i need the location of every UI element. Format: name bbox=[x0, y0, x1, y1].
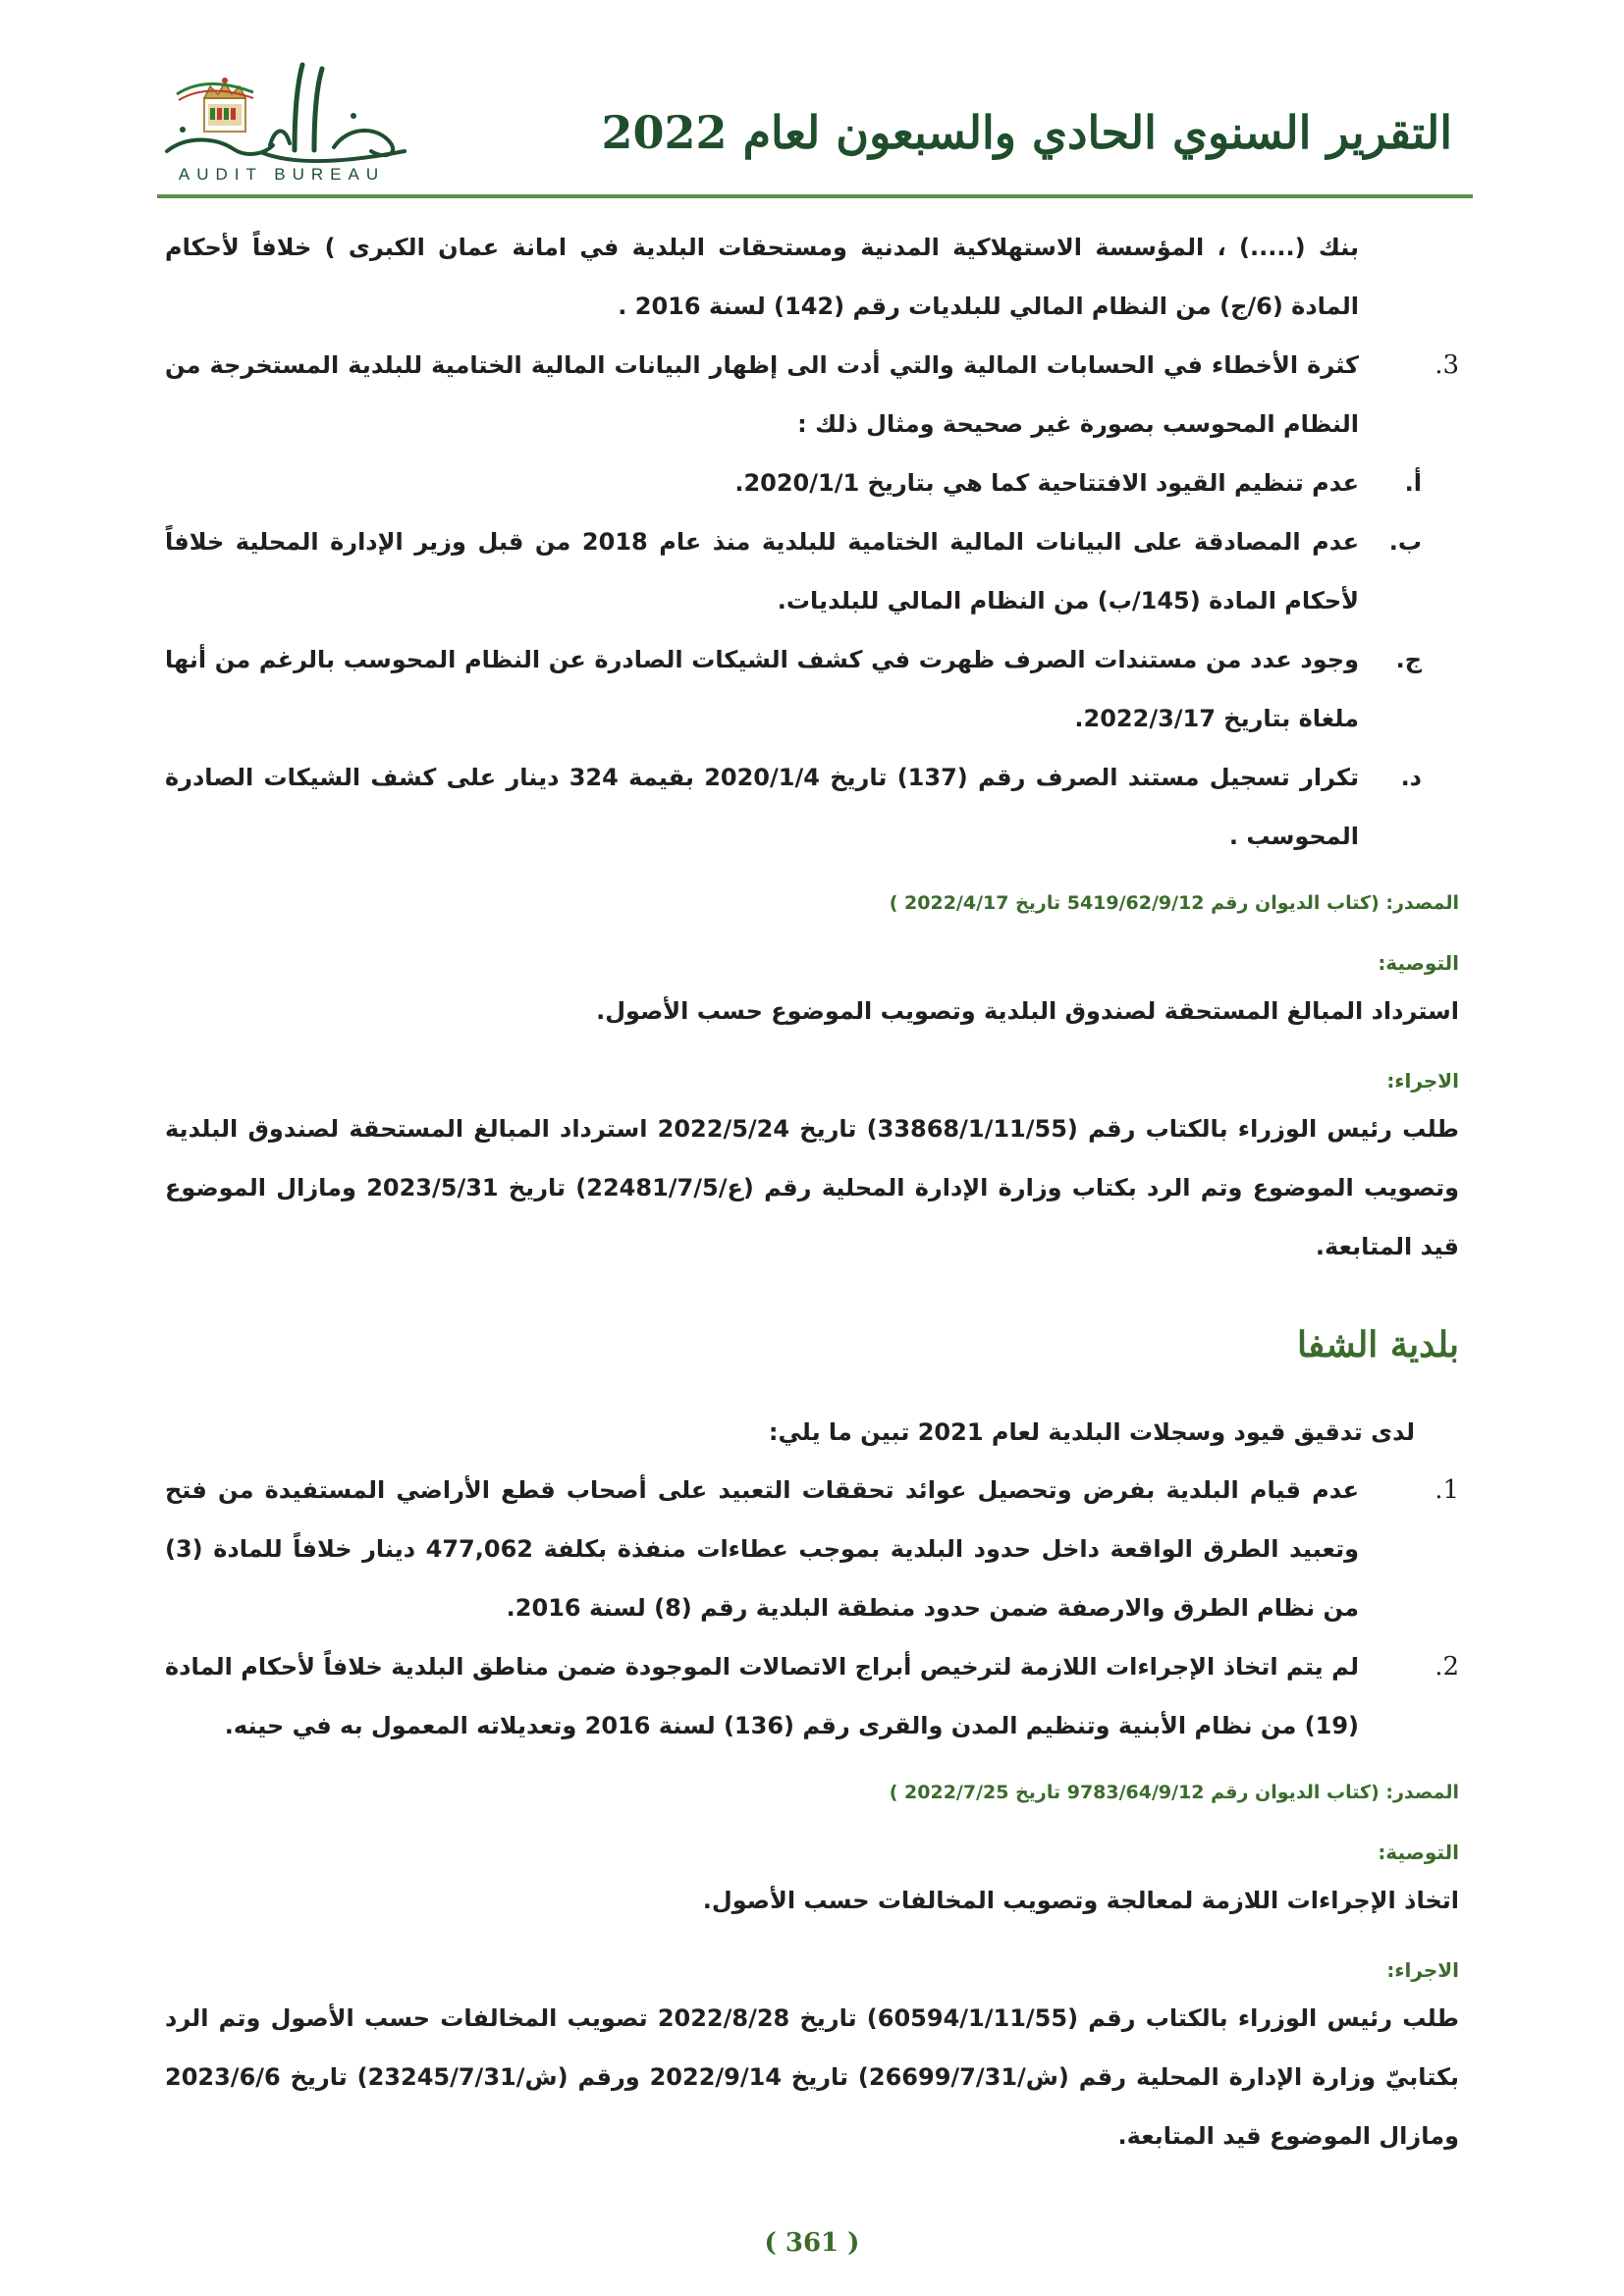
recommendation-text: اتخاذ الإجراءات اللازمة لمعالجة وتصويب المخالفات حسب الأصول. bbox=[702, 1886, 1459, 1914]
sub-item-text: عدم تنظيم القيود الافتتاحية كما هي بتاريخ 2020/1/1. bbox=[734, 469, 1359, 497]
sub-item-c bbox=[165, 630, 1459, 748]
logo-english-text: AUDIT BUREAU bbox=[178, 165, 386, 184]
sub-item-text: تكرار تسجيل مستند الصرف رقم (137) تاريخ 2020/1/4 بقيمة 324 دينار على كشف الشيكات الصادرة المحوسب . bbox=[165, 764, 1360, 850]
action-label: الاجراء: bbox=[1386, 1957, 1459, 1982]
item-text: عدم قيام البلدية بفرض وتحصيل عوائد تحققات التعبيد على أصحاب قطع الأراضي المستفيدة من فتح وتعبيد الطرق الواقعة داخل حدود البلدية بموجب عطاءات منفذة بكلفة 477,062 دينار خلافاً للمادة (3) من نظام الطرق والارصفة ضمن حدود منطقة البلدية رقم (8) لسنة 2016. bbox=[165, 1475, 1360, 1622]
action-label: الاجراء: bbox=[1386, 1069, 1459, 1093]
numbered-item-1 bbox=[165, 1461, 1459, 1637]
sub-item-b bbox=[165, 512, 1459, 630]
numbered-item-3 bbox=[165, 336, 1459, 454]
continuation-paragraph: بنك (.....) ، المؤسسة الاستهلاكية المدنية ومستحقات البلدية في امانة عمان الكبرى ) خلافاً لأحكام المادة (6/ج) من النظام المالي للبلديات رقم (142) لسنة 2016 . bbox=[165, 234, 1359, 320]
item-marker: 2. bbox=[1435, 1651, 1459, 1682]
sub-item-marker: د. bbox=[1400, 764, 1422, 791]
sub-item-marker: أ. bbox=[1404, 469, 1422, 497]
sub-item-marker: ج. bbox=[1395, 646, 1422, 673]
source-reference: المصدر: (كتاب الديوان رقم 5419/62/9/12 تاريخ 2022/4/17 ) bbox=[889, 892, 1459, 914]
sub-item-a bbox=[165, 454, 1459, 512]
numbered-item-2 bbox=[165, 1637, 1459, 1755]
page-number: ( 361 ) bbox=[764, 2228, 860, 2258]
recommendation-text: استرداد المبالغ المستحقة لصندوق البلدية وتصويب الموضوع حسب الأصول. bbox=[596, 997, 1459, 1025]
page-header bbox=[0, 0, 1624, 206]
recommendation-label: التوصية: bbox=[1378, 1840, 1459, 1864]
recommendation-label: التوصية: bbox=[1378, 951, 1459, 975]
section-title: بلدية الشفا bbox=[1297, 1324, 1459, 1365]
sub-item-text: عدم المصادقة على البيانات المالية الختامية للبلدية منذ عام 2018 من قبل وزير الإدارة المحلية خلافاً لأحكام المادة (145/ب) من النظام المالي للبلديات. bbox=[165, 528, 1360, 614]
sub-item-marker: ب. bbox=[1388, 528, 1422, 556]
action-text: طلب رئيس الوزراء بالكتاب رقم (33868/1/11/55) تاريخ 2022/5/24 استرداد المبالغ المستحقة لصندوق البلدية وتصويب الموضوع وتم الرد بكتاب وزارة الإدارة المحلية رقم (ع/22481/7/5) تاريخ 2023/5/31 ومازال الموضوع قيد المتابعة. bbox=[165, 1115, 1460, 1260]
sub-item-text: وجود عدد من مستندات الصرف ظهرت في كشف الشيكات الصادرة عن النظام المحوسب بالرغم من أنها ملغاة بتاريخ 2022/3/17. bbox=[165, 646, 1359, 732]
item-text: لم يتم اتخاذ الإجراءات اللازمة لترخيص أبراج الاتصالات الموجودة ضمن مناطق البلدية خلافاً لأحكام المادة (19) من نظام الأبنية وتنظيم المدن والقرى رقم (136) لسنة 2016 وتعديلاته المعمول به في حينه. bbox=[165, 1652, 1359, 1739]
item-marker: 1. bbox=[1435, 1474, 1459, 1505]
header-divider bbox=[157, 194, 1473, 198]
item-text: كثرة الأخطاء في الحسابات المالية والتي أدت الى إظهار البيانات المالية الختامية للبلدية المستخرجة من النظام المحوسب بصورة غير صحيحة ومثال ذلك : bbox=[165, 351, 1359, 438]
action-text: طلب رئيس الوزراء بالكتاب رقم (60594/1/11/55) تاريخ 2022/8/28 تصويب المخالفات حسب الأصول وتم الرد بكتابيّ وزارة الإدارة المحلية رقم (ش/26699/7/31) تاريخ 2022/9/14 ورقم (ش/23245/7/31) تاريخ 2023/6/6 ومازال الموضوع قيد المتابعة. bbox=[165, 2003, 1460, 2150]
sub-item-d bbox=[165, 748, 1459, 866]
source-reference: المصدر: (كتاب الديوان رقم 9783/64/9/12 تاريخ 2022/7/25 ) bbox=[889, 1781, 1459, 1803]
item-marker: 3. bbox=[1435, 350, 1459, 380]
section-intro: لدى تدقيق قيود وسجلات البلدية لعام 2021 تبين ما يلي: bbox=[768, 1417, 1415, 1446]
report-title: التقرير السنوي الحادي والسبعون لعام 2022 bbox=[601, 106, 1452, 159]
page-content bbox=[165, 218, 1459, 2165]
